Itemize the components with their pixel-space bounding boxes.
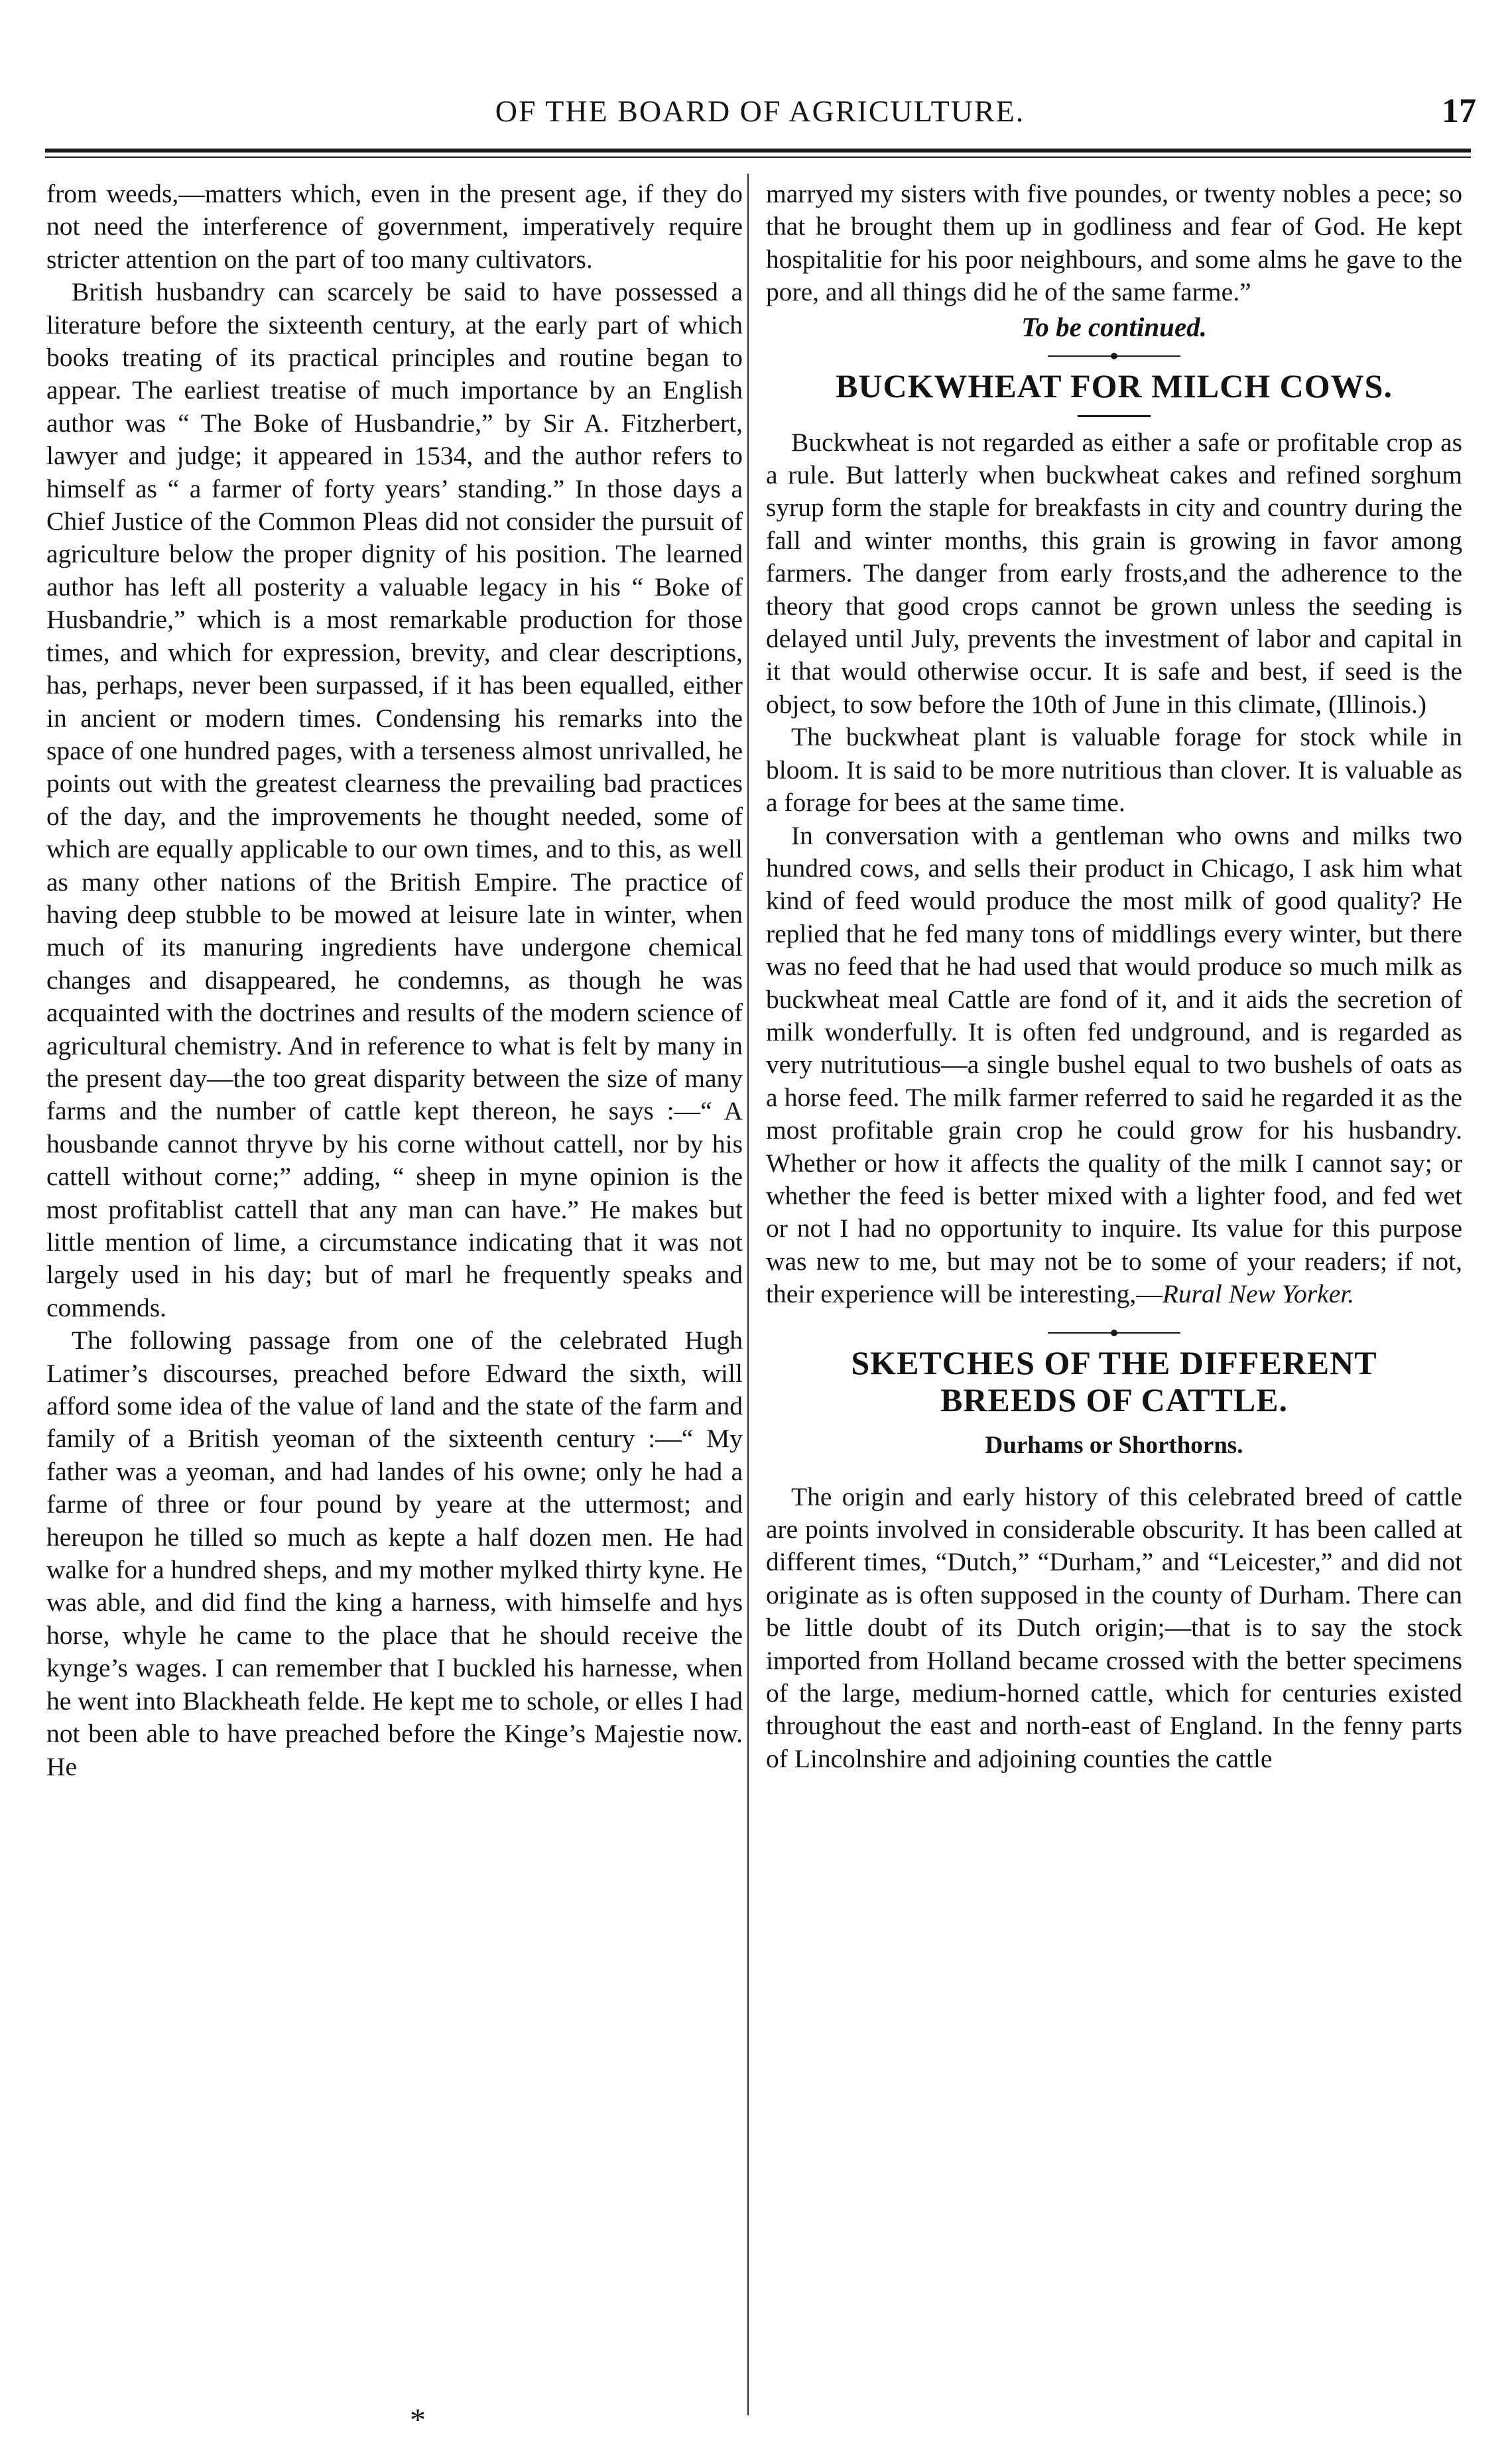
header-rule-thin <box>45 157 1471 158</box>
to-be-continued-note: To be continued. <box>1021 311 1207 342</box>
right-column <box>766 178 1462 1775</box>
sketches-title-line-2: BREEDS OF CATTLE. <box>940 1381 1289 1418</box>
paragraph-text: In conversation with a gentleman who owns and milks two hundred cows, and sells their product in Chicago, I ask him what kind of feed would produce the most milk of good quality? He replied that he fed many tons of middlings every winter, but there was no feed that he had used that would produce so much milk as buckwheat meal Cattle are fond of it, and it aids the secretion of milk wonderfully. It is often fed undground, and is regarded as very nutritutious—a single bushel equal to two bushels of oats as a horse feed. The milk farmer referred to said he regarded it as the most profitable grain crop he could grow for his husbandry. Whether or how it affects the quality of the milk I cannot say; or whether the feed is better mixed with a lighter food, and fed wet or not I had no opportunity to inquire. Its value for this purpose was new to me, but may not be to some of your readers; if not, their experience will be interesting,— <box>766 820 1462 1309</box>
paragraph: The origin and early history of this celebrated breed of cattle are points involved in considerable obscurity. It has been called at different times, “Dutch,” “Durham,” and “Leicester,” and did not originate as is often supposed in the county of Durham. There can be little doubt of its Dutch origin;—that is to say the stock imported from Holland became crossed with the better specimens of the large, medium-horned cattle, which for centuries existed throughout the east and north-east of England. In the fenny parts of Lincolnshire and adjoining counties the cattle <box>766 1481 1462 1773</box>
footer-asterisk: * <box>410 2403 426 2438</box>
latimer-continuation: marryed my sisters with five poundes, or twenty nobles a pece; so that he brought them up in godliness and fear of God. He kept hospitalitie for his poor neighbours, and some alms he gave to the pore, and all things did he of the same farme.” <box>766 179 1462 307</box>
title-underline <box>1078 415 1151 417</box>
section-separator-ornament <box>1021 1328 1207 1338</box>
buckwheat-article-title: BUCKWHEAT FOR MILCH COWS. <box>836 367 1393 405</box>
paragraph: The buckwheat plant is valuable forage for stock while in bloom. It is said to be more nutritious than clover. It is valuable as a forage for bees at the same time. <box>766 722 1462 818</box>
left-column <box>46 178 743 1783</box>
header-rule-thick <box>45 149 1471 153</box>
section-separator-ornament <box>1021 351 1207 361</box>
running-title: OF THE BOARD OF AGRICULTURE. <box>495 94 1025 128</box>
article-source: Rural New Yorker. <box>1162 1279 1355 1309</box>
page-number: 17 <box>1442 92 1476 130</box>
paragraph: The following passage from one of the celebrated Hugh Latimer’s discourses, preached before Edward the sixth, will afford some idea of the value of land and the state of the farm and family of a British yeoman of the sixteenth century :—“ My father was a yeoman, and had landes of his owne; only he had a farme of three or four pound by yeare at the uttermost; and hereupon he tilled so much as kepte a half dozen men. He had walke for a hundred sheps, and my mother mylked thirty kyne. He was able, and did find the king a harness, with himselfe and hys horse, whyle he came to the place that he should receive the kynge’s wages. I can remember that I buckled his harnesse, when he went into Blackheath felde. He kept me to schole, or elles I had not been able to have preached before the Kinge’s Majestie now. He <box>46 1326 743 1781</box>
paragraph <box>766 820 1462 1311</box>
column-divider <box>747 174 749 2415</box>
paragraph: Buckwheat is not regarded as either a safe or profitable crop as a rule. But latterly when buckwheat cakes and refined sorghum syrup form the staple for breakfasts in city and country during the fall and winter months, this grain is growing in favor among farmers. The danger from early frosts,and the adherence to the theory that good crops cannot be grown unless the seeding is delayed until July, prevents the investment of labor and capital in it that would otherwise occur. It is safe and best, if seed is the object, to sow before the 10th of June in this climate, (Illinois.) <box>766 427 1462 719</box>
sketches-title-line-1: SKETCHES OF THE DIFFERENT <box>851 1344 1377 1381</box>
durhams-subtitle: Durhams or Shorthorns. <box>985 1431 1243 1459</box>
paragraph: British husbandry can scarcely be said to have possessed a literature before the sixteenth century, at the early part of which books treating of its practical principles and routine began to appear. The earliest treatise of much importance by an English author was “ The Boke of Husbandrie,” by Sir A. Fitzherbert, lawyer and judge; it appeared in 1534, and the author refers to himself as “ a farmer of forty years’ standing.” In those days a Chief Justice of the Common Pleas did not consider the pursuit of agriculture below the proper dignity of his position. The learned author has left all posterity a valuable legacy in his “ Boke of Husbandrie,” which is a most remarkable production for those times, and which for expression, brevity, and clear descriptions, has, perhaps, never been surpassed, if it has been equalled, either in ancient or modern times. Condensing his remarks into the space of one hundred pages, with a terseness almost unrivalled, he points out with the greatest clearness the prevailing bad practices of the day, and the improvements he thought needed, some of which are equally applicable to our own times, and to this, as well as many other nations of the British Empire. The practice of having deep stubble to be mowed at leisure late in winter, when much of its manuring ingredients have undergone chemical changes and disappeared, he condemns, as though he was acquainted with the doctrines and results of the modern science of agricultural chemistry. And in reference to what is felt by many in the present day—the too great disparity between the size of many farms and the number of cattle kept thereon, he says :—“ A housbande cannot thryve by his corne without cattell, nor by his cattell without corne;” adding, “ sheep in myne opinion is the most profitablist cattell that any man can have.” He makes but little mention of lime, a circumstance indicating that it was not largely used in his day; but of marl he frequently speaks and commends. <box>46 277 743 1322</box>
paragraph: from weeds,—matters which, even in the present age, if they do not need the interference of government, imperatively require stricter attention on the part of too many cultivators. <box>46 179 743 274</box>
page-header <box>40 85 1480 138</box>
